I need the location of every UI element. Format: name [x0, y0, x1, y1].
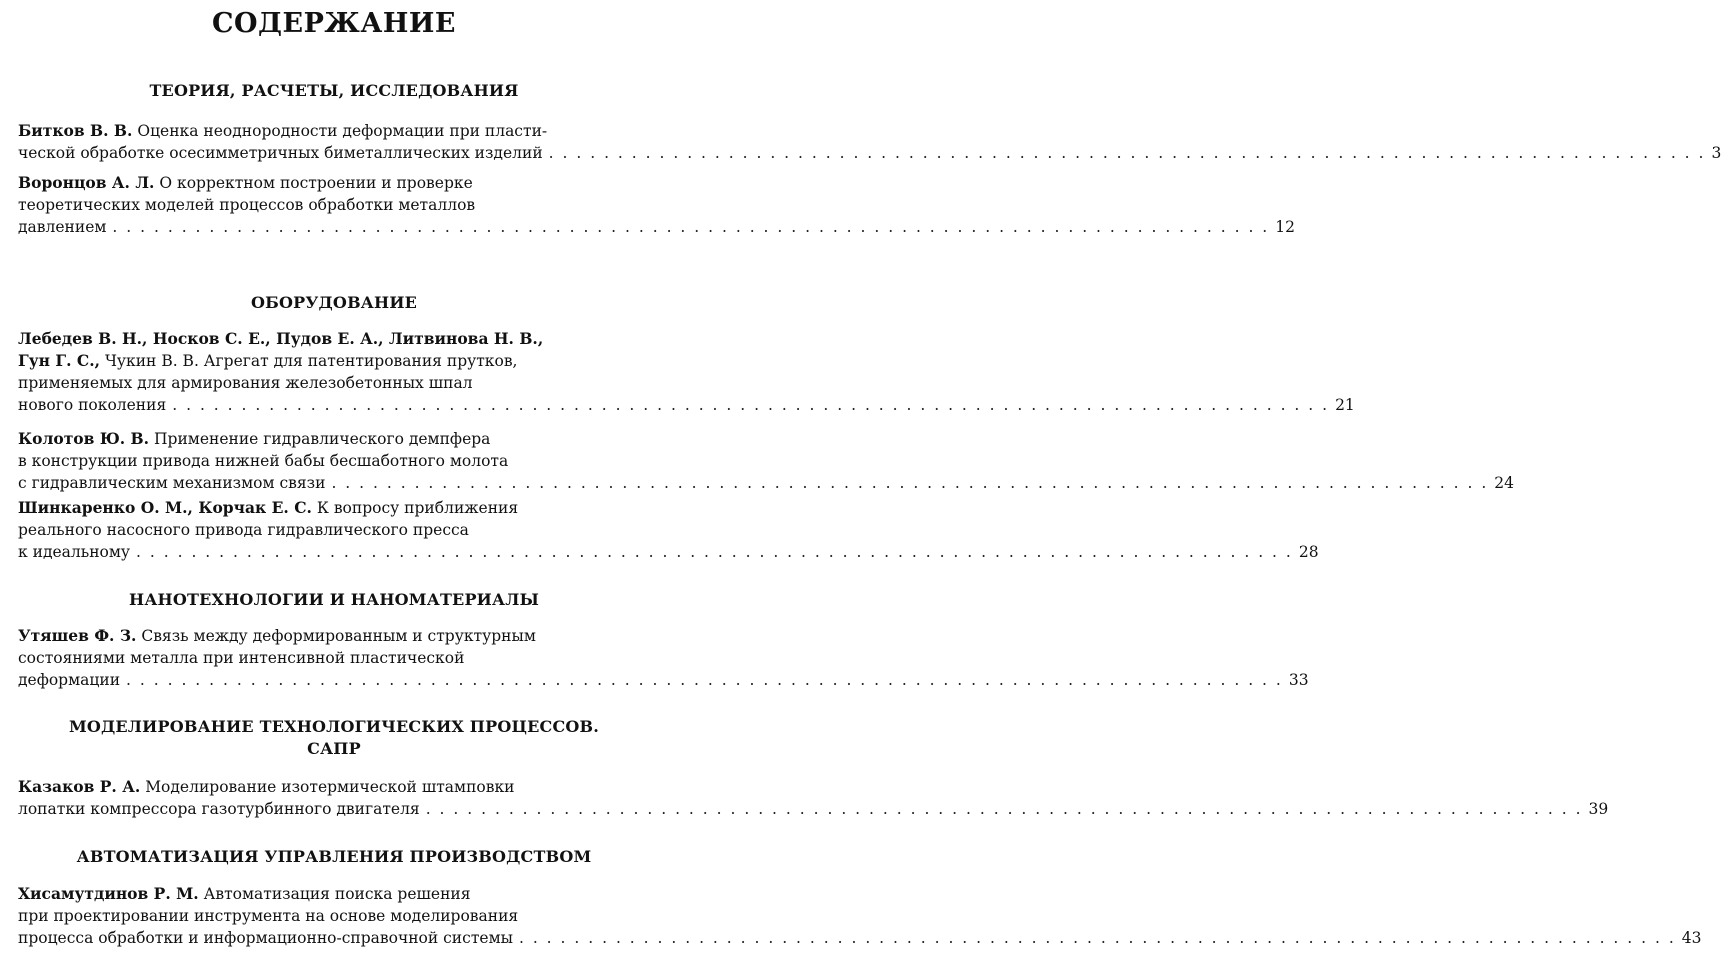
- toc-entry-vorontsov[interactable]: [18, 172, 1295, 238]
- entry-title-line: состояниями металла при интенсивной пластической: [18, 649, 465, 667]
- entry-title-line: применяемых для армирования железобетонных шпал: [18, 374, 473, 392]
- entry-authors: Гун Г. С.,: [18, 351, 100, 370]
- toc-entry-utyashev[interactable]: [18, 625, 1309, 691]
- entry-title-line: Применение гидравлического демпфера: [154, 430, 491, 448]
- entry-authors: Утяшев Ф. З.: [18, 626, 137, 645]
- entry-authors: Казаков Р. А.: [18, 777, 141, 796]
- dot-leader: . . . . . . . . . . . . . . . . . . . . . . . . . . . . . . . . . . . . . . . . . . . . . . . . . . . . . . . . . . . . . . . . . . . . . . . . . . . . . . . . . . . .: [112, 218, 1270, 236]
- page-number: 24: [1494, 474, 1514, 492]
- entry-title-line: при проектировании инструмента на основе моделирования: [18, 907, 519, 925]
- entry-title-line: Оценка неоднородности деформации при пласти-: [137, 122, 548, 140]
- entry-title-line: ческой обработке осесимметричных биметаллических изделий: [18, 144, 543, 162]
- entry-authors: Лебедев В. Н., Носков С. Е., Пудов Е. А., Литвинова Н. В.,: [18, 329, 544, 348]
- dot-leader: . . . . . . . . . . . . . . . . . . . . . . . . . . . . . . . . . . . . . . . . . . . . . . . . . . . . . . . . . . . . . . . . . . . . . . . . . . . . . . . . . . . .: [425, 800, 1583, 818]
- entry-title-line: К вопросу приближения: [316, 499, 519, 517]
- entry-authors: Битков В. В.: [18, 121, 133, 140]
- toc-entry-bitkov[interactable]: [18, 120, 1721, 164]
- section-title-automation: АВТОМАТИЗАЦИЯ УПРАВЛЕНИЯ ПРОИЗВОДСТВОМ: [76, 847, 592, 866]
- dot-leader: . . . . . . . . . . . . . . . . . . . . . . . . . . . . . . . . . . . . . . . . . . . . . . . . . . . . . . . . . . . . . . . . . . . . . . . . . . . . . . . . . . . .: [136, 543, 1293, 561]
- entry-authors: Шинкаренко О. М., Корчак Е. С.: [18, 498, 312, 517]
- entry-title-line: Чукин В. В. Агрегат для патентирования прутков,: [104, 352, 518, 370]
- page-number: 28: [1298, 543, 1319, 561]
- page-number: 43: [1681, 929, 1702, 947]
- dot-leader: . . . . . . . . . . . . . . . . . . . . . . . . . . . . . . . . . . . . . . . . . . . . . . . . . . . . . . . . . . . . . . . . . . . . . . . . . . . . . . . . . . . .: [518, 929, 1676, 947]
- entry-title-line: к идеальному: [18, 543, 131, 561]
- section-title-line: МОДЕЛИРОВАНИЕ ТЕХНОЛОГИЧЕСКИХ ПРОЦЕССОВ.: [68, 717, 600, 736]
- entry-authors: Колотов Ю. В.: [18, 429, 150, 448]
- toc-entry-khisamutdinov[interactable]: [18, 883, 1702, 949]
- section-title-line: САПР: [307, 739, 361, 758]
- toc-entry-kazakov[interactable]: [18, 776, 1609, 820]
- dot-leader: . . . . . . . . . . . . . . . . . . . . . . . . . . . . . . . . . . . . . . . . . . . . . . . . . . . . . . . . . . . . . . . . . . . . . . . . . . . . . . . . . . . .: [548, 144, 1706, 162]
- entry-title-line: Моделирование изотермической штамповки: [145, 778, 515, 796]
- entry-title-line: в конструкции привода нижней бабы бесшаботного молота: [18, 452, 509, 470]
- toc-entry-shinkarenko[interactable]: [18, 497, 1319, 563]
- dot-leader: . . . . . . . . . . . . . . . . . . . . . . . . . . . . . . . . . . . . . . . . . . . . . . . . . . . . . . . . . . . . . . . . . . . . . . . . . . . . . . . . . . . .: [126, 671, 1283, 689]
- page-number: 33: [1288, 671, 1309, 689]
- page-number: 39: [1588, 800, 1609, 818]
- entry-title-line: Связь между деформированным и структурным: [141, 627, 536, 645]
- entry-title-line: с гидравлическим механизмом связи: [18, 474, 326, 492]
- section-title-modeling: [0, 716, 668, 760]
- entry-authors: Воронцов А. Л.: [18, 173, 155, 192]
- page-title: СОДЕРЖАНИЕ: [212, 8, 456, 39]
- toc-entry-kolotov[interactable]: [18, 428, 1514, 494]
- entry-title-line: процесса обработки и информационно-справочной системы: [18, 929, 513, 947]
- page-number: 3: [1711, 144, 1721, 162]
- page-number: 21: [1335, 396, 1355, 414]
- entry-title-line: Автоматизация поиска решения: [203, 885, 471, 903]
- section-title-nano: НАНОТЕХНОЛОГИИ И НАНОМАТЕРИАЛЫ: [129, 590, 539, 609]
- section-title-equipment: ОБОРУДОВАНИЕ: [250, 293, 418, 312]
- dot-leader: . . . . . . . . . . . . . . . . . . . . . . . . . . . . . . . . . . . . . . . . . . . . . . . . . . . . . . . . . . . . . . . . . . . . . . . . . . . . . . . . . . . .: [331, 474, 1489, 492]
- toc-entry-lebedev[interactable]: [18, 328, 1355, 416]
- entry-title-line: давлением: [18, 218, 107, 236]
- entry-title-line: О корректном построении и проверке: [159, 174, 473, 192]
- entry-title-line: реального насосного привода гидравлического пресса: [18, 521, 469, 539]
- entry-title-line: нового поколения: [18, 396, 167, 414]
- entry-authors: Хисамутдинов Р. М.: [18, 884, 199, 903]
- entry-title-line: теоретических моделей процессов обработки металлов: [18, 196, 476, 214]
- section-title-theory: ТЕОРИЯ, РАСЧЕТЫ, ИССЛЕДОВАНИЯ: [149, 81, 519, 100]
- dot-leader: . . . . . . . . . . . . . . . . . . . . . . . . . . . . . . . . . . . . . . . . . . . . . . . . . . . . . . . . . . . . . . . . . . . . . . . . . . . . . . . . . . . .: [172, 396, 1330, 414]
- entry-title-line: лопатки компрессора газотурбинного двигателя: [18, 800, 420, 818]
- page-number: 12: [1275, 218, 1295, 236]
- entry-title-line: деформации: [18, 671, 121, 689]
